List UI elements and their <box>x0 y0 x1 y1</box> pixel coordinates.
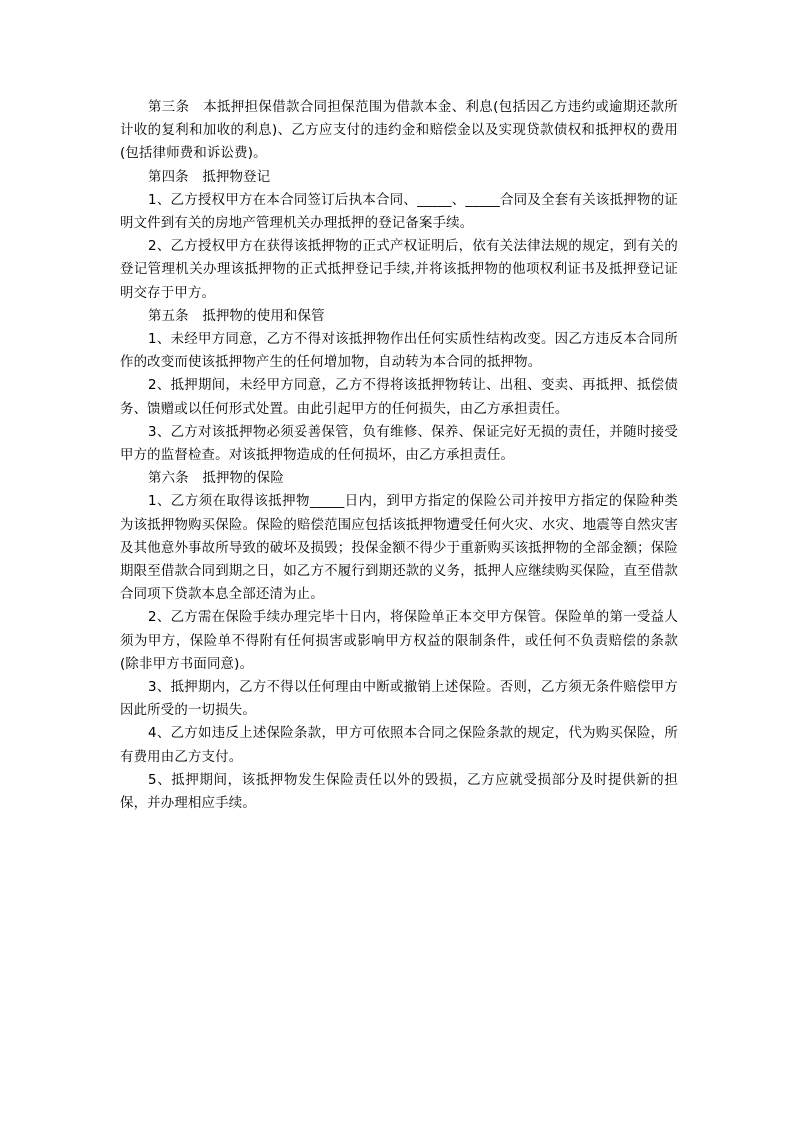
clause-5-heading: 第五条 抵押物的使用和保管 <box>148 308 325 324</box>
clause-5-item-1: 1、未经甲方同意，乙方不得对该抵押物作出任何实质性结构改变。因乙方违反本合同所作的改变而使该抵押物产生的任何增加物，自动转为本合同的抵押物。 <box>120 332 678 371</box>
clause-5-item-2: 2、抵押期间，未经甲方同意，乙方不得将该抵押物转让、出租、变卖、再抵押、抵偿债务、馈赠或以任何形式处置。由此引起甲方的任何损失，由乙方承担责任。 <box>120 378 678 417</box>
clause-4-heading: 第四条 抵押物登记 <box>148 169 271 185</box>
clause-6-heading: 第六条 抵押物的保险 <box>148 471 284 487</box>
clause-3-scope: 第三条 本抵押担保借款合同担保范围为借款本金、利息(包括因乙方违约或逾期还款所计收的复利和加收的利息)、乙方应支付的违约金和赔偿金以及实现贷款债权和抵押权的费用(包括律师费和诉讼费)。 <box>120 100 678 162</box>
clause-6-item-1: 1、乙方须在取得该抵押物_____日内，到甲方指定的保险公司并按甲方指定的保险种类为该抵押物购买保险。保险的赔偿范围应包括该抵押物遭受任何火灾、水灾、地震等自然灾害及其他意外事故所导致的破坏及损毁；投保金额不得少于重新购买该抵押物的全部金额；保险期限至借款合同到期之日，如乙方不履行到期还款的义务，抵押人应继续购买保险，直至借款合同项下贷款本息全部还清为止。 <box>120 494 678 603</box>
clause-4-item-2: 2、乙方授权甲方在获得该抵押物的正式产权证明后，依有关法律法规的规定，到有关的登记管理机关办理该抵押物的正式抵押登记手续,并将该抵押物的他项权利证书及抵押登记证明交存于甲方。 <box>120 239 678 301</box>
clause-6-item-5: 5、抵押期间，该抵押物发生保险责任以外的毁损，乙方应就受损部分及时提供新的担保，并办理相应手续。 <box>120 772 678 812</box>
document-body <box>120 96 678 815</box>
clause-6-item-3: 3、抵押期内，乙方不得以任何理由中断或撤销上述保险。否则，乙方须无条件赔偿甲方因此所受的一切损失。 <box>120 680 678 719</box>
clause-5-item-3: 3、乙方对该抵押物必须妥善保管，负有维修、保养、保证完好无损的责任，并随时接受甲方的监督检查。对该抵押物造成的任何损坏，由乙方承担责任。 <box>120 424 678 464</box>
clause-6-item-2: 2、乙方需在保险手续办理完毕十日内，将保险单正本交甲方保管。保险单的第一受益人须为甲方，保险单不得附有任何损害或影响甲方权益的限制条件，或任何不负责赔偿的条款(除非甲方书面同意)。 <box>120 610 678 672</box>
clause-6-item-4: 4、乙方如违反上述保险条款，甲方可依照本合同之保险条款的规定，代为购买保险，所有费用由乙方支付。 <box>120 726 678 765</box>
clause-4-item-1: 1、乙方授权甲方在本合同签订后执本合同、_____、_____合同及全套有关该抵押物的证明文件到有关的房地产管理机关办理抵押的登记备案手续。 <box>120 192 678 232</box>
